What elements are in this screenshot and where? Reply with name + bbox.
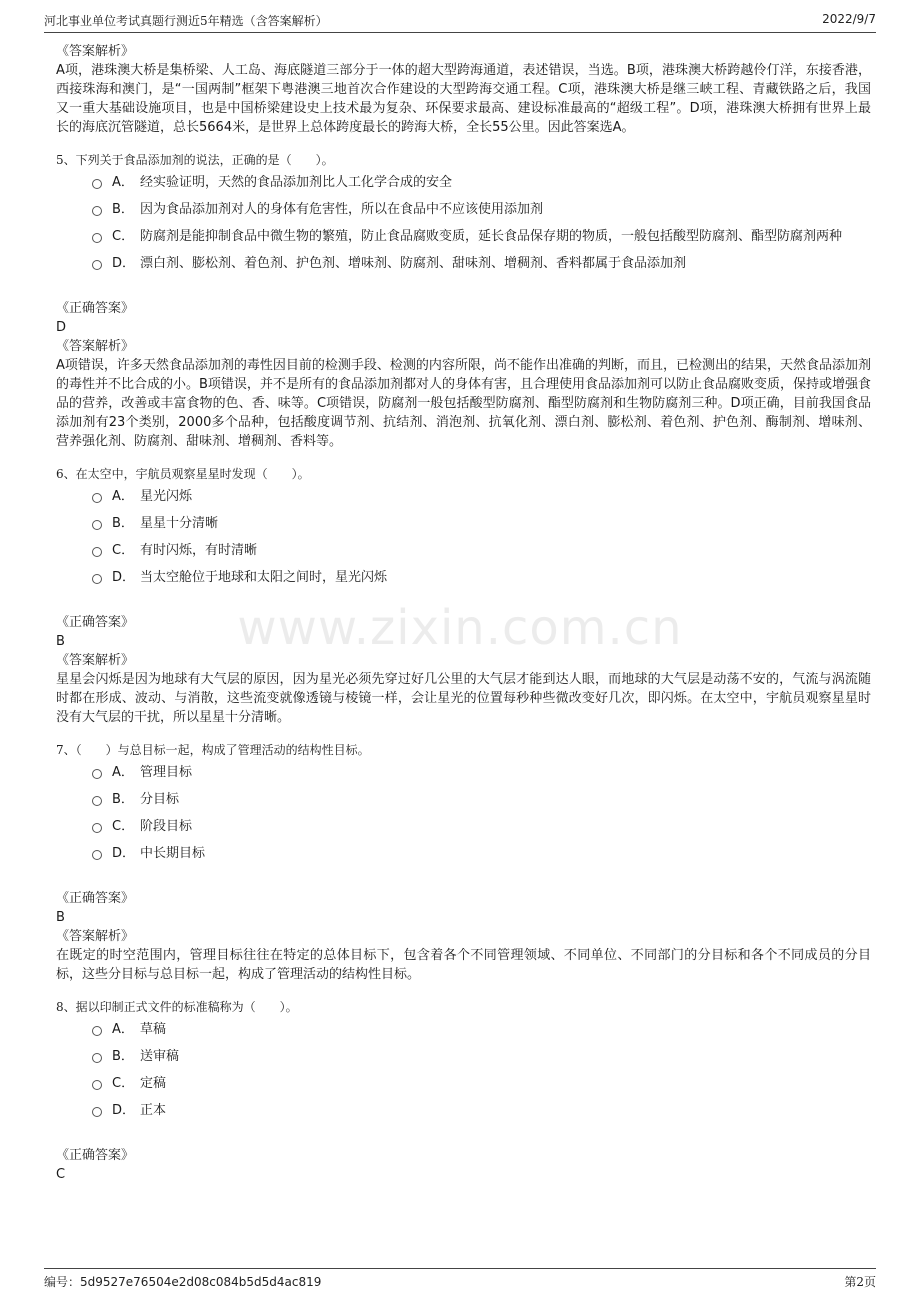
radio-icon[interactable] xyxy=(92,823,102,833)
option-c[interactable] xyxy=(92,541,871,560)
radio-icon[interactable] xyxy=(92,769,102,779)
option-a[interactable] xyxy=(92,1020,871,1039)
option-d[interactable] xyxy=(92,1101,871,1120)
option-text: 定稿 xyxy=(140,1076,167,1091)
option-text: 草稿 xyxy=(140,1022,167,1037)
option-text: 送审稿 xyxy=(140,1049,180,1064)
document-code: 编号：5d9527e76504e2d08c084b5d5d4ac819 xyxy=(44,1275,322,1289)
explanation-text: 在既定的时空范围内，管理目标往往在特定的总体目标下，包含着各个不同管理领域、不同单位、不同部门的分目标和各个不同成员的分目标，这些分目标与总目标一起，构成了管理活动的结构性目标。 xyxy=(56,948,871,982)
radio-icon[interactable] xyxy=(92,1080,102,1090)
option-text: 当太空舱位于地球和太阳之间时，星光闪烁 xyxy=(140,570,388,585)
option-text: 漂白剂、膨松剂、着色剂、护色剂、增味剂、防腐剂、甜味剂、增稠剂、香料都属于食品添加剂 xyxy=(140,256,687,271)
option-text: 阶段目标 xyxy=(140,819,193,834)
radio-icon[interactable] xyxy=(92,796,102,806)
question-stem: 6、在太空中，宇航员观察星星时发现（ ）。 xyxy=(56,467,310,481)
answer-label: 《正确答案》 xyxy=(56,891,135,906)
answer-label: 《正确答案》 xyxy=(56,615,135,630)
option-b[interactable] xyxy=(92,790,871,809)
question-stem: 7、（ ）与总目标一起，构成了管理活动的结构性目标。 xyxy=(56,743,370,757)
page-number: 第2页 xyxy=(844,1275,876,1289)
explanation-label: 《答案解析》 xyxy=(56,44,135,59)
explanation-text: A项，港珠澳大桥是集桥梁、人工岛、海底隧道三部分于一体的超大型跨海通道，表述错误，当选。B项，港珠澳大桥跨越伶仃洋，东接香港，西接珠海和澳门，是“一国两制”框架下粤港澳三地首次合作建设的大型跨海交通工程。C项，港珠澳大桥是继三峡工程、青藏铁路之后，我国又一重大基础设施项目，也是中国桥梁建设史上技术最为复杂、环保要求最高、建设标准最高的“超级工程”。D项，港珠澳大桥拥有世界上最长的海底沉管隧道，总长5664米，是世界上总体跨度最长的跨海大桥，全长55公里。因此答案选A。 xyxy=(56,63,871,135)
radio-icon[interactable] xyxy=(92,850,102,860)
option-b[interactable] xyxy=(92,200,871,219)
option-letter: B． xyxy=(112,516,134,531)
option-list xyxy=(92,173,871,273)
option-text: 中长期目标 xyxy=(140,846,206,861)
document-date: 2022/9/7 xyxy=(822,12,876,26)
option-letter: A． xyxy=(112,765,134,780)
option-d[interactable] xyxy=(92,844,871,863)
radio-icon[interactable] xyxy=(92,1107,102,1117)
option-text: 星星十分清晰 xyxy=(140,516,219,531)
option-a[interactable] xyxy=(92,487,871,506)
option-c[interactable] xyxy=(92,817,871,836)
option-text: 星光闪烁 xyxy=(140,489,193,504)
explanation-text: 星星会闪烁是因为地球有大气层的原因，因为星光必须先穿过好几公里的大气层才能到达人眼，而地球的大气层是动荡不安的，气流与涡流随时都在形成、波动、与消散，这些流变就像透镜与棱镜一样，会让星光的位置每秒种些微改变好几次，即闪烁。在太空中，宇航员观察星星时没有大气层的干扰，所以星星十分清晰。 xyxy=(56,672,871,725)
option-letter: A． xyxy=(112,1022,134,1037)
radio-icon[interactable] xyxy=(92,520,102,530)
explanation-label: 《答案解析》 xyxy=(56,929,135,944)
document-title: 河北事业单位考试真题行测近5年精选（含答案解析） xyxy=(44,14,328,28)
explanation-label: 《答案解析》 xyxy=(56,339,135,354)
page-footer xyxy=(44,1268,876,1293)
option-letter: D． xyxy=(112,846,136,861)
option-c[interactable] xyxy=(92,227,871,246)
option-letter: A． xyxy=(112,175,134,190)
option-c[interactable] xyxy=(92,1074,871,1093)
radio-icon[interactable] xyxy=(92,493,102,503)
option-list xyxy=(92,487,871,587)
option-text: 防腐剂是能抑制食品中微生物的繁殖，防止食品腐败变质，延长食品保存期的物质，一般包括酸型防腐剂、酯型防腐剂两种 xyxy=(140,229,843,244)
option-text: 有时闪烁，有时清晰 xyxy=(140,543,258,558)
watermark: www.zixin.com.cn xyxy=(237,600,683,656)
option-letter: B． xyxy=(112,1049,134,1064)
answer-value: D xyxy=(56,320,67,335)
option-letter: D． xyxy=(112,1103,136,1118)
question-stem: 5、下列关于食品添加剂的说法，正确的是（ ）。 xyxy=(56,153,334,167)
option-letter: A． xyxy=(112,489,134,504)
radio-icon[interactable] xyxy=(92,260,102,270)
option-text: 因为食品添加剂对人的身体有危害性，所以在食品中不应该使用添加剂 xyxy=(140,202,544,217)
option-a[interactable] xyxy=(92,763,871,782)
answer-value: B xyxy=(56,910,65,925)
radio-icon[interactable] xyxy=(92,233,102,243)
radio-icon[interactable] xyxy=(92,1053,102,1063)
option-letter: C． xyxy=(112,1076,135,1091)
option-d[interactable] xyxy=(92,568,871,587)
page-header xyxy=(44,10,876,33)
option-text: 管理目标 xyxy=(140,765,193,780)
option-letter: D． xyxy=(112,256,136,271)
option-letter: C． xyxy=(112,819,135,834)
option-letter: C． xyxy=(112,543,135,558)
radio-icon[interactable] xyxy=(92,574,102,584)
option-text: 经实验证明，天然的食品添加剂比人工化学合成的安全 xyxy=(140,175,453,190)
option-b[interactable] xyxy=(92,514,871,533)
option-d[interactable] xyxy=(92,254,871,273)
document-body xyxy=(56,42,871,1184)
option-letter: D． xyxy=(112,570,136,585)
explanation-text: A项错误，许多天然食品添加剂的毒性因目前的检测手段、检测的内容所限，尚不能作出准确的判断，而且，已检测出的结果，天然食品添加剂的毒性并不比合成的小。B项错误，并不是所有的食品添加剂都对人的身体有害，且合理使用食品添加剂可以防止食品腐败变质，保持或增强食品的营养，改善或丰富食物的色、香、味等。C项错误，防腐剂一般包括酸型防腐剂、酯型防腐剂和生物防腐剂三种。D项正确，目前我国食品添加剂有23个类别，2000多个品种，包括酸度调节剂、抗结剂、消泡剂、抗氧化剂、漂白剂、膨松剂、着色剂、护色剂、酶制剂、增味剂、营养强化剂、防腐剂、甜味剂、增稠剂、香料等。 xyxy=(56,358,871,449)
option-list xyxy=(92,1020,871,1120)
answer-value: C xyxy=(56,1167,66,1182)
radio-icon[interactable] xyxy=(92,179,102,189)
option-letter: B． xyxy=(112,792,134,807)
option-b[interactable] xyxy=(92,1047,871,1066)
radio-icon[interactable] xyxy=(92,1026,102,1036)
option-list xyxy=(92,763,871,863)
option-letter: B． xyxy=(112,202,134,217)
option-letter: C． xyxy=(112,229,135,244)
answer-value: B xyxy=(56,634,65,649)
radio-icon[interactable] xyxy=(92,206,102,216)
option-text: 正本 xyxy=(140,1103,167,1118)
answer-label: 《正确答案》 xyxy=(56,1148,135,1163)
option-text: 分目标 xyxy=(140,792,180,807)
answer-label: 《正确答案》 xyxy=(56,301,135,316)
explanation-label: 《答案解析》 xyxy=(56,653,135,668)
radio-icon[interactable] xyxy=(92,547,102,557)
option-a[interactable] xyxy=(92,173,871,192)
question-stem: 8、据以印制正式文件的标准稿称为（ ）。 xyxy=(56,1000,298,1014)
